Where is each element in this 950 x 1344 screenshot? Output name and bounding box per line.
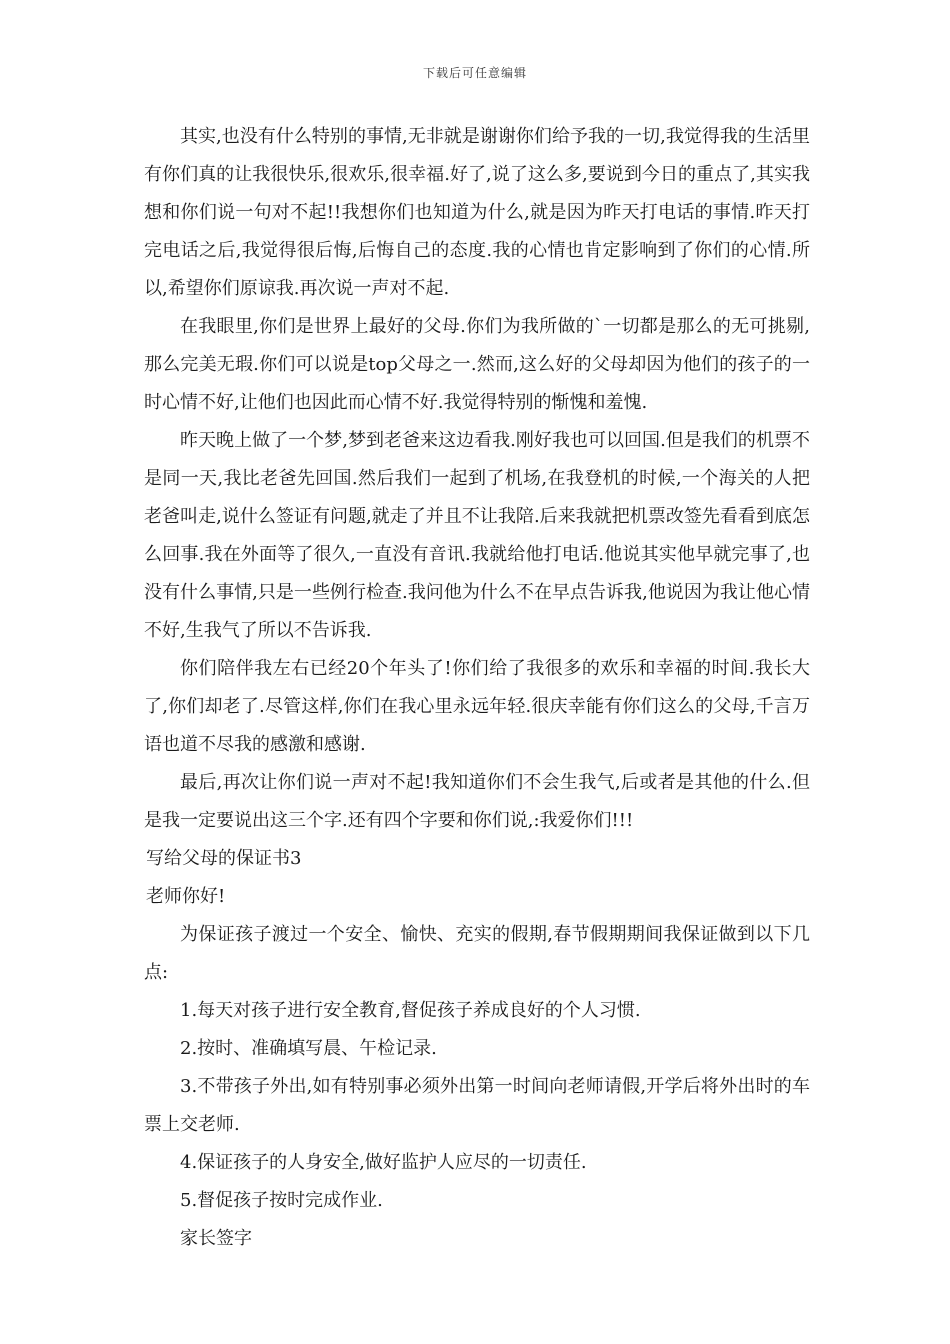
pledge-item-2: 2.按时、准确填写晨、午检记录.: [180, 1038, 437, 1059]
pledge-item-3: 3.不带孩子外出,如有特别事必须外出第一时间向老师请假,开学后将外出时的车票上交老师.: [144, 1076, 810, 1135]
pledge-item-5: 5.督促孩子按时完成作业.: [180, 1190, 383, 1211]
document-body: [144, 118, 810, 1258]
pledge-item-1: 1.每天对孩子进行安全教育,督促孩子养成良好的个人习惯.: [180, 1000, 641, 1021]
pledge-item-4: 4.保证孩子的人身安全,做好监护人应尽的一切责任.: [180, 1152, 587, 1173]
page-header: 下载后可任意编辑: [422, 66, 527, 80]
signature-label: 家长签字: [180, 1228, 252, 1249]
paragraph-2: 在我眼里,你们是世界上最好的父母.你们为我所做的`一切都是那么的无可挑剔,那么完美无瑕.你们可以说是top父母之一.然而,这么好的父母却因为他们的孩子的一时心情不好,让他们也因此而心情不好.我觉得特别的惭愧和羞愧.: [144, 316, 810, 413]
greeting: 老师你好!: [146, 886, 226, 907]
pledge-intro: 为保证孩子渡过一个安全、愉快、充实的假期,春节假期期间我保证做到以下几点:: [144, 924, 810, 983]
paragraph-3: 昨天晚上做了一个梦,梦到老爸来这边看我.刚好我也可以回国.但是我们的机票不是同一天,我比老爸先回国.然后我们一起到了机场,在我登机的时候,一个海关的人把老爸叫走,说什么签证有问题,就走了并且不让我陪.后来我就把机票改签先看看到底怎么回事.我在外面等了很久,一直没有音讯.我就给他打电话.他说其实他早就完事了,也没有什么事情,只是一些例行检查.我问他为什么不在早点告诉我,他说因为我让他心情不好,生我气了所以不告诉我.: [144, 430, 810, 641]
paragraph-1: 其实,也没有什么特别的事情,无非就是谢谢你们给予我的一切,我觉得我的生活里有你们真的让我很快乐,很欢乐,很幸福.好了,说了这么多,要说到今日的重点了,其实我想和你们说一句对不起!!我想你们也知道为什么,就是因为昨天打电话的事情.昨天打完电话之后,我觉得很后悔,后悔自己的态度.我的心情也肯定影响到了你们的心情.所以,希望你们原谅我.再次说一声对不起.: [144, 126, 810, 299]
paragraph-5: 最后,再次让你们说一声对不起!我知道你们不会生我气,后或者是其他的什么.但是我一定要说出这三个字.还有四个字要和你们说,:我爱你们!!!: [144, 772, 810, 831]
paragraph-4: 你们陪伴我左右已经20个年头了!你们给了我很多的欢乐和幸福的时间.我长大了,你们却老了.尽管这样,你们在我心里永远年轻.很庆幸能有你们这么的父母,千言万语也道不尽我的感激和感谢.: [144, 658, 810, 755]
section-title: 写给父母的保证书3: [146, 848, 302, 869]
